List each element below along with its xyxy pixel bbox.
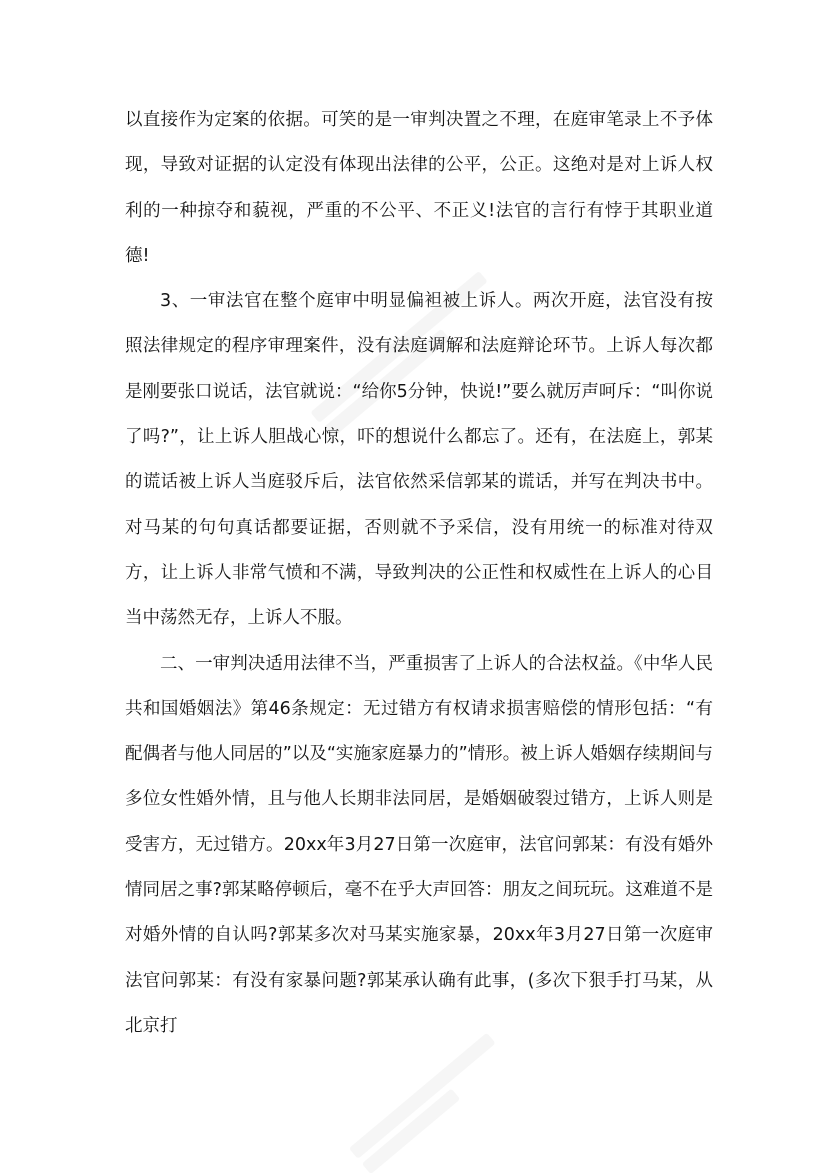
paragraph-2: 3、一审法官在整个庭审中明显偏袒被上诉人。两次开庭，法官没有按照法律规定的程序审理案件，没有法庭调解和法庭辩论环节。上诉人每次都是刚要张口说话，法官就说：“给你5分钟，快说!”要么就厉声呵斥：“叫你说了吗?”，让上诉人胆战心惊，吓的想说什么都忘了。还有，在法庭上，郭某的谎话被上诉人当庭驳斥后，法官依然采信郭某的谎话，并写在判决书中。对马某的句句真话都要证据，否则就不予采信，没有用统一的标准对待双方，让上诉人非常气愤和不满，导致判决的公正性和权威性在上诉人的心目当中荡然无存，上诉人不服。 [125, 291, 713, 629]
paragraph-1: 以直接作为定案的依据。可笑的是一审判决置之不理，在庭审笔录上不予体现，导致对证据的认定没有体现出法律的公平，公正。这绝对是对上诉人权利的一种掠夺和藐视，严重的不公平、不正义!法官的言行有悖于其职业道德! [125, 110, 713, 266]
watermark-logo [345, 1028, 515, 1174]
paragraph-3: 二、一审判决适用法律不当，严重损害了上诉人的合法权益。《中华人民共和国婚姻法》第46条规定：无过错方有权请求损害赔偿的情形包括：“有配偶者与他人同居的”以及“实施家庭暴力的”情形。被上诉人婚姻存续期间与多位女性婚外情，且与他人长期非法同居，是婚姻破裂过错方，上诉人则是受害方，无过错方。20xx年3月27日第一次庭审，法官问郭某：有没有婚外情同居之事?郭某略停顿后，毫不在乎大声回答：朋友之间玩玩。这难道不是对婚外情的自认吗?郭某多次对马某实施家暴，20xx年3月27日第一次庭审法官问郭某：有没有家暴问题?郭某承认确有此事，(多次下狠手打马某，从北京打 [125, 653, 713, 1036]
document-body [125, 98, 713, 1049]
